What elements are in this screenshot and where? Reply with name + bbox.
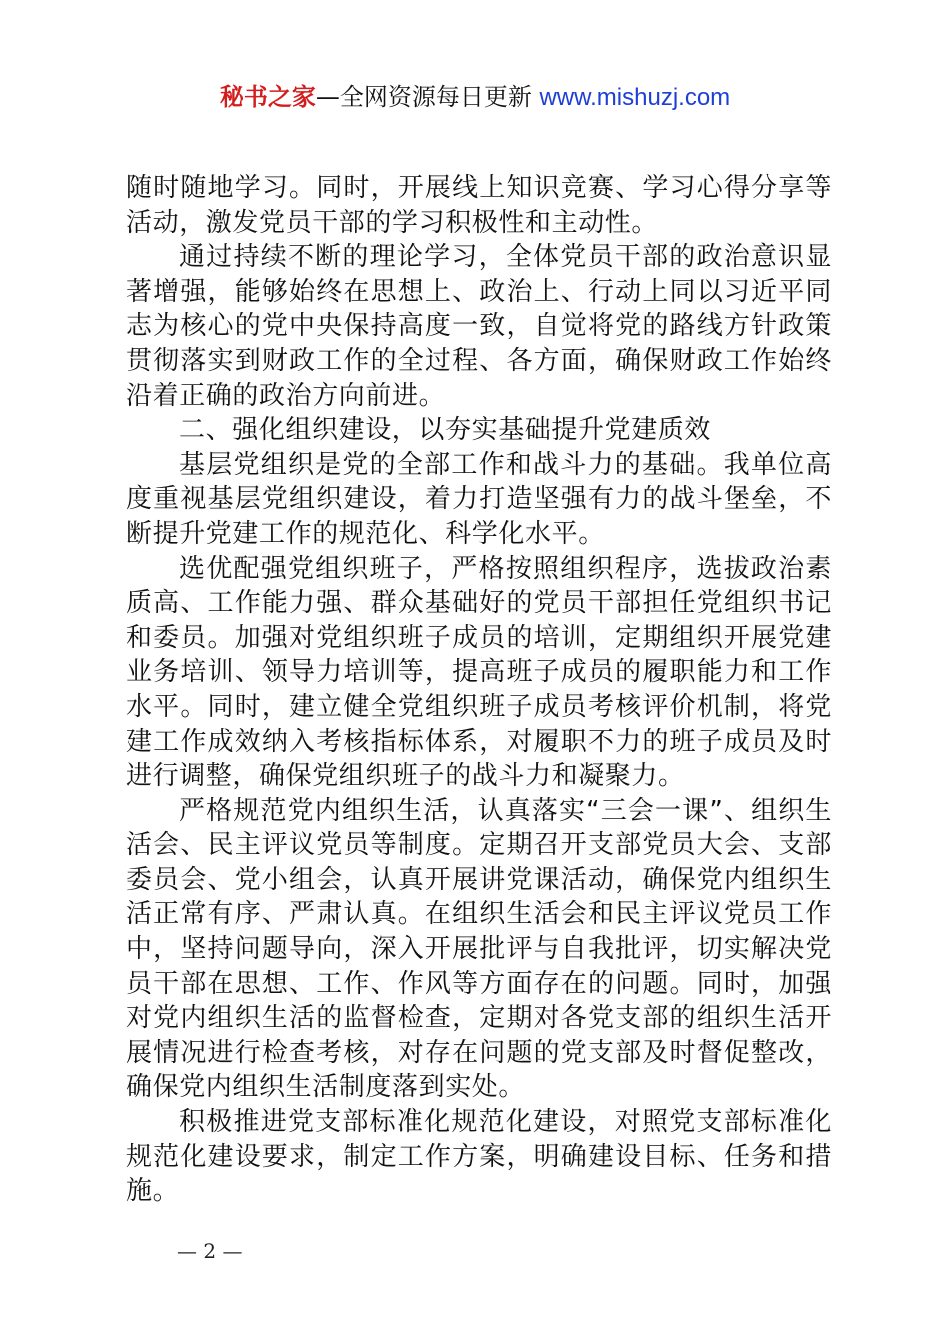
page-number: — 2 —	[177, 1239, 243, 1263]
document-body	[126, 171, 832, 1209]
brand-name: 秘书之家	[219, 83, 316, 111]
paragraph: 基层党组织是党的全部工作和战斗力的基础。我单位高度重视基层党组织建设，着力打造坚强有力的战斗堡垒，不断提升党建工作的规范化、科学化水平。	[126, 449, 832, 549]
paragraph: 严格规范党内组织生活，认真落实“三会一课”、组织生活会、民主评议党员等制度。定期召开支部党员大会、支部委员会、党小组会，认真开展讲党课活动，确保党内组织生活正常有序、严肃认真。在组织生活会和民主评议党员工作中，坚持问题导向，深入开展批评与自我批评，切实解决党员干部在思想、工作、作风等方面存在的问题。同时，加强对党内组织生活的监督检查，定期对各党支部的组织生活开展情况进行检查考核，对存在问题的党支部及时督促整改，确保党内组织生活制度落到实处。	[126, 795, 832, 1103]
site-watermark-header	[0, 82, 950, 113]
paragraph: 通过持续不断的理论学习，全体党员干部的政治意识显著增强，能够始终在思想上、政治上、行动上同以习近平同志为核心的党中央保持高度一致，自觉将党的路线方针政策贯彻落实到财政工作的全过程、各方面，确保财政工作始终沿着正确的政治方向前进。	[126, 242, 832, 411]
paragraph: 选优配强党组织班子，严格按照组织程序，选拔政治素质高、工作能力强、群众基础好的党员干部担任党组织书记和委员。加强对党组织班子成员的培训，定期组织开展党建业务培训、领导力培训等，提高班子成员的履职能力和工作水平。同时，建立健全党组织班子成员考核评价机制，将党建工作成效纳入考核指标体系，对履职不力的班子成员及时进行调整，确保党组织班子的战斗力和凝聚力。	[126, 553, 832, 792]
section-heading: 二、强化组织建设，以夯实基础提升党建质效	[179, 415, 712, 446]
paragraph: 随时随地学习。同时，开展线上知识竞赛、学习心得分享等活动，激发党员干部的学习积极性和主动性。	[126, 173, 832, 238]
paragraph: 积极推进党支部标准化规范化建设，对照党支部标准化规范化建设要求，制定工作方案，明确建设目标、任务和措施。	[126, 1107, 832, 1207]
header-url: www.mishuzj.com	[539, 84, 731, 111]
header-slogan: —全网资源每日更新	[315, 83, 532, 111]
